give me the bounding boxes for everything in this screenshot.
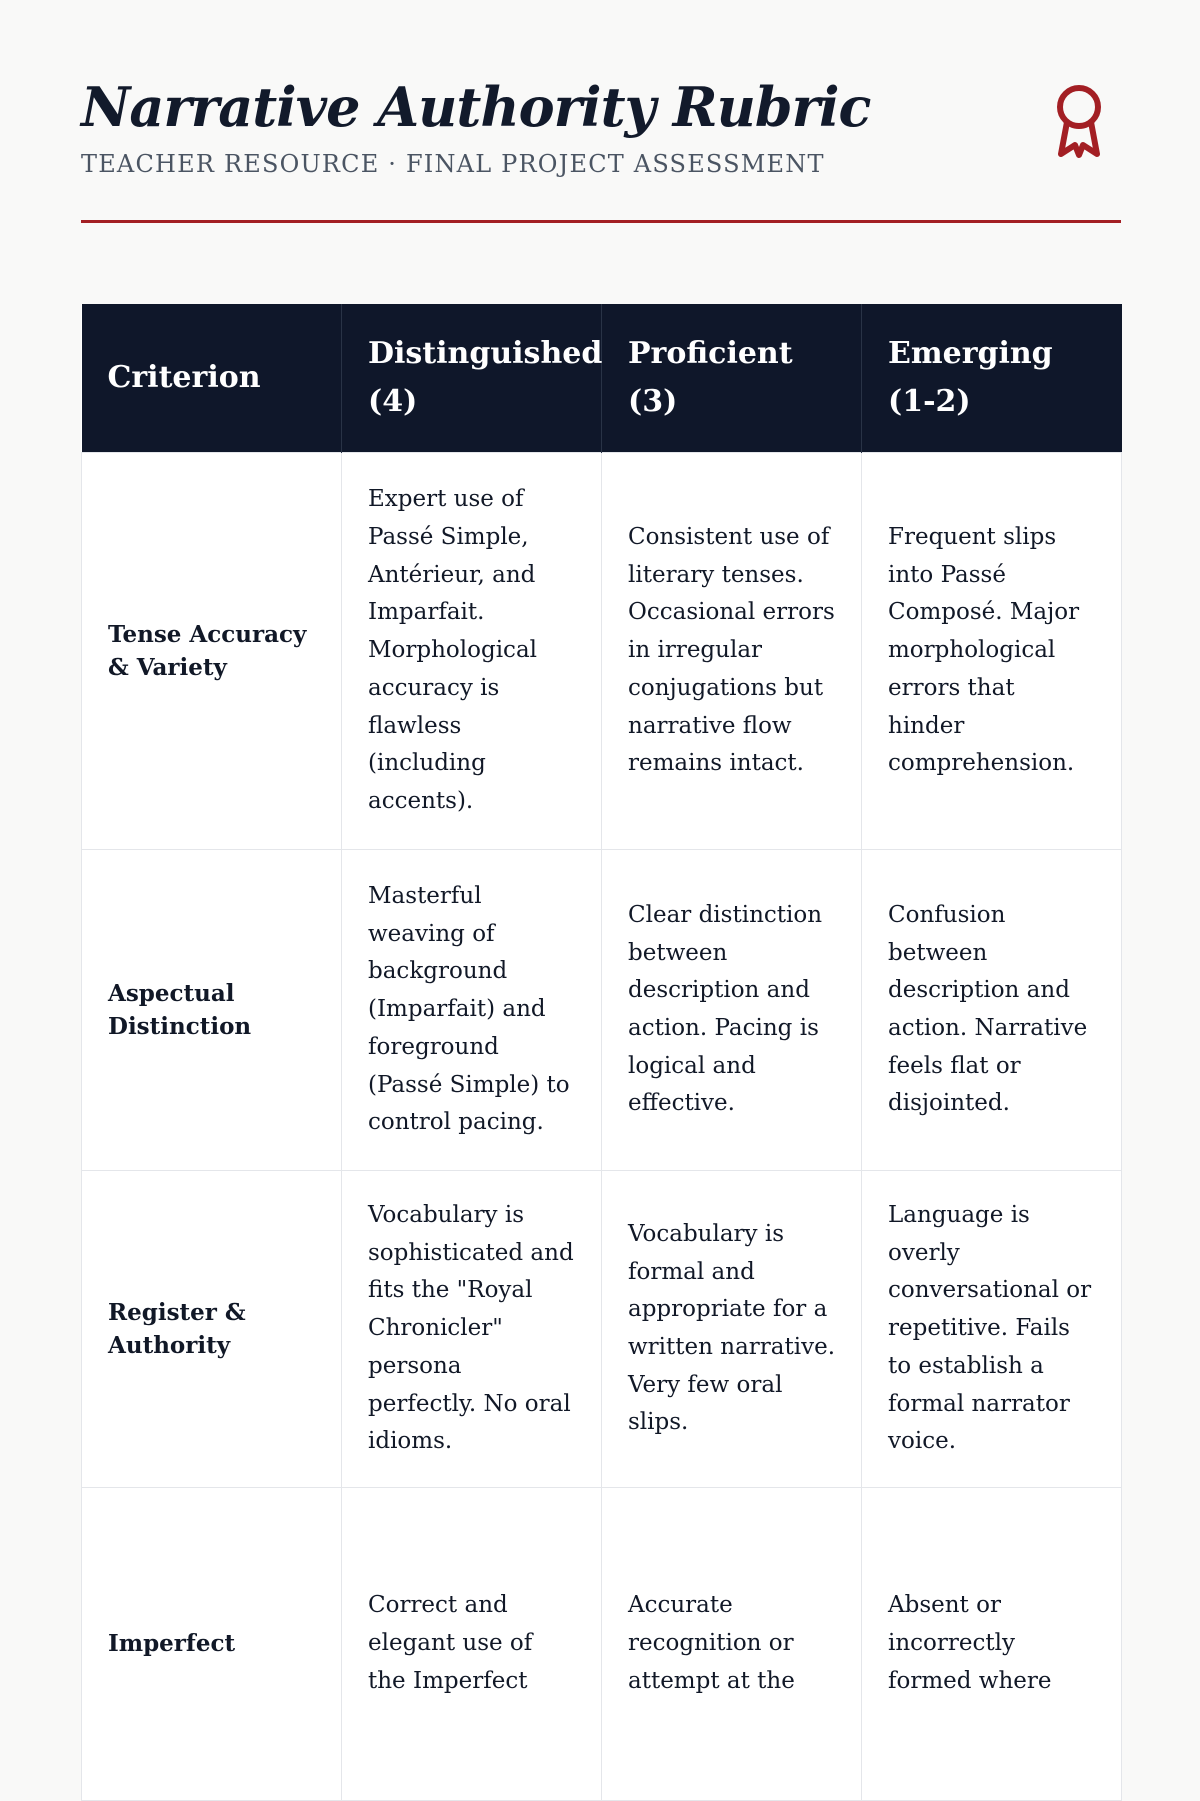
- proficient-cell: Clear distinction between description and action. Pacing is logical and effective.: [602, 850, 862, 1171]
- table-row: [82, 1171, 1122, 1488]
- emerging-cell: Frequent slips into Passé Composé. Major morphological errors that hinder comprehension.: [862, 453, 1122, 850]
- rubric-table: [81, 304, 1122, 1801]
- column-header-proficient: Proficient (3): [602, 304, 862, 453]
- proficient-cell: Accurate recognition or attempt at the: [602, 1488, 862, 1801]
- distinguished-cell: Vocabulary is sophisticated and fits the "Royal Chronicler" persona perfectly. No oral idioms.: [342, 1171, 602, 1488]
- table-row: [82, 1488, 1122, 1801]
- page-subtitle: TEACHER RESOURCE · FINAL PROJECT ASSESSMENT: [81, 150, 825, 178]
- header-divider: [81, 220, 1121, 223]
- distinguished-cell: Masterful weaving of background (Imparfait) and foreground (Passé Simple) to control pacing.: [342, 850, 602, 1171]
- table-header-row: [82, 304, 1122, 453]
- page-title: Narrative Authority Rubric: [81, 75, 871, 139]
- emerging-cell: Absent or incorrectly formed where: [862, 1488, 1122, 1801]
- emerging-cell: Confusion between description and action. Narrative feels flat or disjointed.: [862, 850, 1122, 1171]
- proficient-cell: Consistent use of literary tenses. Occasional errors in irregular conjugations but narrative flow remains intact.: [602, 453, 862, 850]
- criterion-cell: Imperfect: [82, 1488, 342, 1801]
- column-header-distinguished: Distinguished (4): [342, 304, 602, 453]
- criterion-cell: Tense Accuracy & Variety: [82, 453, 342, 850]
- table-row: [82, 850, 1122, 1171]
- table-row: [82, 453, 1122, 850]
- distinguished-cell: Correct and elegant use of the Imperfect: [342, 1488, 602, 1801]
- rubric-table-container: [81, 304, 1121, 1694]
- column-header-emerging: Emerging (1-2): [862, 304, 1122, 453]
- proficient-cell: Vocabulary is formal and appropriate for a written narrative. Very few oral slips.: [602, 1171, 862, 1488]
- award-ribbon-icon: [1053, 83, 1105, 159]
- criterion-cell: Aspectual Distinction: [82, 850, 342, 1171]
- page-header: [81, 75, 1121, 178]
- distinguished-cell: Expert use of Passé Simple, Antérieur, and Imparfait. Morphological accuracy is flawless (including accents).: [342, 453, 602, 850]
- column-header-criterion: Criterion: [82, 304, 342, 453]
- emerging-cell: Language is overly conversational or repetitive. Fails to establish a formal narrator voice.: [862, 1171, 1122, 1488]
- criterion-cell: Register & Authority: [82, 1171, 342, 1488]
